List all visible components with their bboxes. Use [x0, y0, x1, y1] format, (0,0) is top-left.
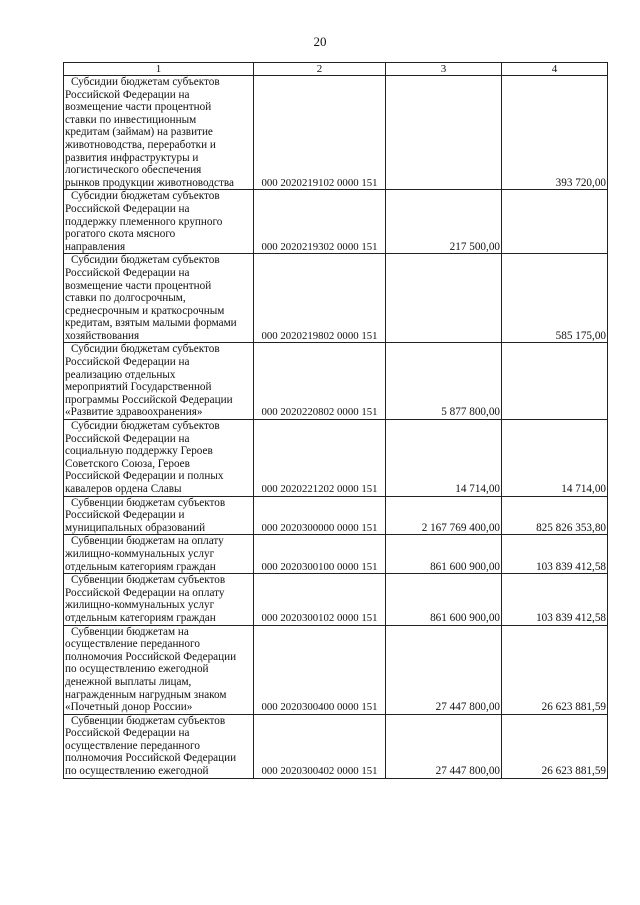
table-row: [64, 714, 608, 778]
table-row: [64, 343, 608, 420]
row-description: [64, 714, 254, 778]
description-line: Российской Федерации и полных: [65, 470, 224, 483]
table-row: [64, 574, 608, 625]
description-line: осуществление переданного: [65, 739, 200, 752]
row-amount-col4: 103 839 412,58: [502, 574, 608, 625]
row-description: [64, 496, 254, 535]
description-line: Российской Федерации на: [65, 727, 190, 740]
description-line: Субсидии бюджетам субъектов: [71, 190, 220, 203]
table-header-row: [64, 63, 608, 76]
row-amount-col3: 14 714,00: [386, 420, 502, 497]
description-line: Российской Федерации на оплату: [65, 586, 225, 599]
row-amount-col3: [386, 76, 502, 190]
table-body: [64, 76, 608, 779]
description-line: Субсидии бюджетам субъектов: [71, 76, 220, 88]
row-amount-col3: 5 877 800,00: [386, 343, 502, 420]
row-budget-code: 000 2020219302 0000 151: [254, 190, 386, 254]
description-line: ставки по инвестиционным: [65, 113, 197, 126]
row-budget-code: 000 2020219102 0000 151: [254, 76, 386, 190]
row-amount-col3: 861 600 900,00: [386, 574, 502, 625]
row-amount-col4: 585 175,00: [502, 254, 608, 343]
description-line: направления: [65, 240, 126, 253]
description-line: полномочия Российской Федерации: [65, 650, 237, 663]
row-amount-col3: 861 600 900,00: [386, 535, 502, 574]
description-line: рогатого скота мясного: [65, 228, 176, 241]
description-line: рынков продукции животноводства: [65, 176, 234, 189]
row-description: [64, 420, 254, 497]
description-line: Российской Федерации на: [65, 266, 190, 279]
description-line: по осуществлению ежегодной: [65, 663, 209, 676]
row-amount-col3: 217 500,00: [386, 190, 502, 254]
row-amount-col4: 393 720,00: [502, 76, 608, 190]
row-amount-col4: 825 826 353,80: [502, 496, 608, 535]
description-line: Субвенции бюджетам субъектов: [71, 574, 226, 587]
description-line: жилищно-коммунальных услуг: [65, 547, 215, 560]
description-line: кавалеров ордена Славы: [65, 483, 182, 495]
row-amount-col4: 14 714,00: [502, 420, 608, 497]
description-line: кредитам, взятым малыми формами: [65, 317, 237, 330]
column-header-4: 4: [502, 63, 608, 76]
row-amount-col3: [386, 254, 502, 343]
row-amount-col3: 27 447 800,00: [386, 714, 502, 778]
description-line: ставки по долгосрочным,: [65, 292, 186, 305]
description-line: жилищно-коммунальных услуг: [65, 599, 215, 612]
description-line: логистического обеспечения: [65, 164, 202, 177]
row-amount-col4: 103 839 412,58: [502, 535, 608, 574]
description-line: Субвенции бюджетам субъектов: [71, 496, 226, 509]
description-line: по осуществлению ежегодной: [65, 765, 209, 778]
row-amount-col4: [502, 190, 608, 254]
description-line: среднесрочным и краткосрочным: [65, 304, 225, 317]
description-line: развития инфраструктуры и: [65, 151, 199, 164]
description-line: мероприятий Государственной: [65, 381, 212, 394]
description-line: отдельным категориям граждан: [65, 560, 216, 573]
row-amount-col3: 27 447 800,00: [386, 625, 502, 714]
table-row: [64, 76, 608, 190]
description-line: социальную поддержку Героев: [65, 445, 213, 458]
description-line: программы Российской Федерации: [65, 393, 233, 406]
row-description: [64, 574, 254, 625]
row-budget-code: 000 2020300100 0000 151: [254, 535, 386, 574]
description-line: Российской Федерации на: [65, 356, 190, 369]
row-description: [64, 76, 254, 190]
row-budget-code: 000 2020300102 0000 151: [254, 574, 386, 625]
row-amount-col4: 26 623 881,59: [502, 625, 608, 714]
row-description: [64, 254, 254, 343]
column-header-1: 1: [64, 63, 254, 76]
row-amount-col3: 2 167 769 400,00: [386, 496, 502, 535]
row-description: [64, 343, 254, 420]
description-line: денежной выплаты лицам,: [65, 675, 192, 688]
column-header-2: 2: [254, 63, 386, 76]
description-line: Субвенции бюджетам на оплату: [71, 535, 224, 548]
description-line: осуществление переданного: [65, 638, 200, 651]
page-number: 20: [313, 34, 327, 49]
row-budget-code: 000 2020220802 0000 151: [254, 343, 386, 420]
description-line: «Развитие здравоохранения»: [65, 406, 203, 419]
description-line: Субвенции бюджетам субъектов: [71, 714, 226, 727]
description-line: Советского Союза, Героев: [65, 457, 190, 470]
table-row: [64, 254, 608, 343]
table-row: [64, 535, 608, 574]
description-line: реализацию отдельных: [65, 368, 176, 381]
description-line: полномочия Российской Федерации: [65, 752, 237, 765]
description-line: награжденным нагрудным знаком: [65, 688, 227, 701]
description-line: Российской Федерации на: [65, 432, 190, 445]
table-row: [64, 496, 608, 535]
description-line: поддержку племенного крупного: [65, 215, 223, 228]
row-budget-code: 000 2020300400 0000 151: [254, 625, 386, 714]
description-line: возмещение части процентной: [65, 101, 212, 114]
description-line: возмещение части процентной: [65, 279, 212, 292]
description-line: «Почетный донор России»: [65, 701, 193, 714]
description-line: Российской Федерации на: [65, 88, 190, 101]
table-row: [64, 420, 608, 497]
row-amount-col4: 26 623 881,59: [502, 714, 608, 778]
description-line: Российской Федерации и: [65, 509, 185, 522]
column-header-3: 3: [386, 63, 502, 76]
row-description: [64, 625, 254, 714]
row-budget-code: 000 2020300402 0000 151: [254, 714, 386, 778]
row-budget-code: 000 2020221202 0000 151: [254, 420, 386, 497]
description-line: Субсидии бюджетам субъектов: [71, 343, 220, 356]
description-line: Субсидии бюджетам субъектов: [71, 254, 220, 267]
description-line: кредитам (займам) на развитие: [65, 126, 213, 139]
description-line: Субсидии бюджетам субъектов: [71, 420, 220, 433]
table-row: [64, 625, 608, 714]
table-row: [64, 190, 608, 254]
row-amount-col4: [502, 343, 608, 420]
row-description: [64, 535, 254, 574]
description-line: отдельным категориям граждан: [65, 611, 216, 624]
row-description: [64, 190, 254, 254]
description-line: хозяйствования: [65, 329, 140, 342]
description-line: Российской Федерации на: [65, 202, 190, 215]
row-budget-code: 000 2020300000 0000 151: [254, 496, 386, 535]
description-line: животноводства, переработки и: [65, 138, 216, 151]
description-line: муниципальных образований: [65, 521, 206, 534]
budget-table: [63, 62, 608, 779]
row-budget-code: 000 2020219802 0000 151: [254, 254, 386, 343]
description-line: Субвенции бюджетам на: [71, 625, 189, 638]
